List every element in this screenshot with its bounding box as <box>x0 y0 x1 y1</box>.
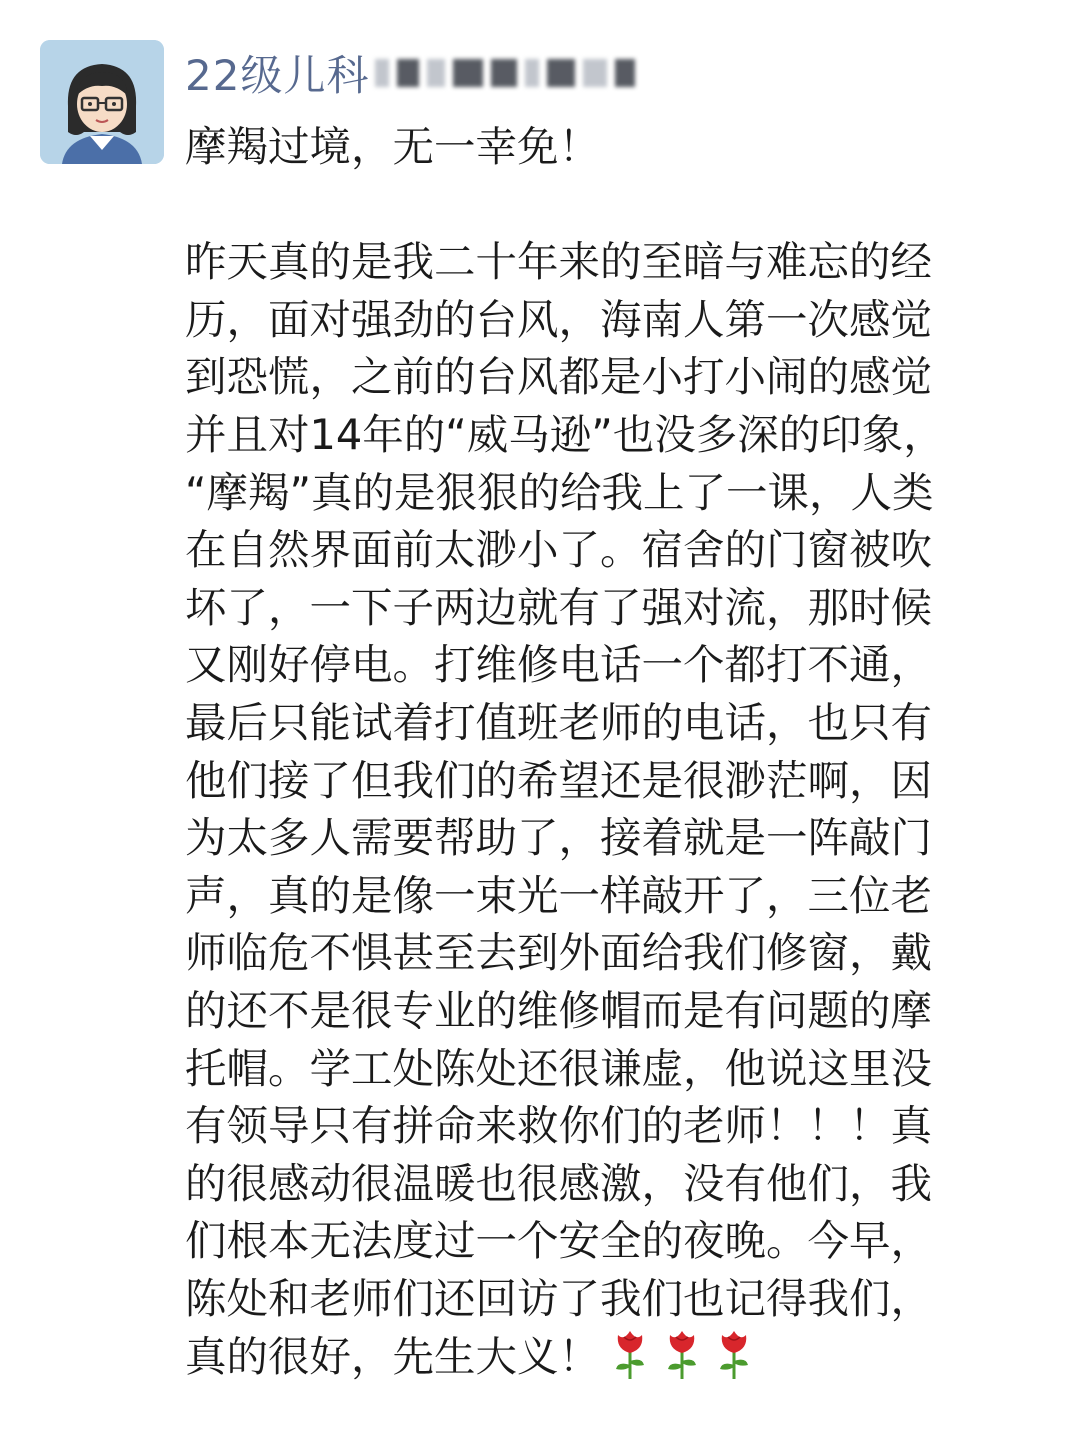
post-line: “摩羯”真的是狠狠的给我上了一课，人类 <box>185 467 934 517</box>
post-line: 到恐慌，之前的台风都是小打小闹的感觉 <box>185 352 933 402</box>
avatar-girl-icon <box>40 40 164 164</box>
post-line: 陈处和老师们还回访了我们也记得我们， <box>185 1273 933 1323</box>
post-line: 他们接了但我们的希望还是很渺茫啊，因 <box>185 755 933 805</box>
avatar[interactable] <box>40 40 164 164</box>
post-last-line-text: 真的很好，先生大义！ <box>185 1332 601 1382</box>
post-line: 昨天真的是我二十年来的至暗与难忘的经 <box>185 237 933 287</box>
rose-emoji-icon <box>608 1327 652 1381</box>
post-line: 历，面对强劲的台风，海南人第一次感觉 <box>185 294 933 344</box>
post-line: 又刚好停电。打维修电话一个都打不通， <box>185 640 933 690</box>
rose-emoji-icon <box>712 1327 756 1381</box>
post-line: 有领导只有拼命来救你们的老师！！！真 <box>185 1101 933 1151</box>
blank-line <box>185 176 1015 234</box>
post-content <box>185 118 1015 1385</box>
post-line: 的很感动很温暖也很感激，没有他们，我 <box>185 1158 933 1208</box>
post-line: 最后只能试着打值班老师的电话，也只有 <box>185 697 933 747</box>
author-row <box>185 42 643 104</box>
username[interactable]: 22级儿科 <box>185 51 370 100</box>
post-line: 在自然界面前太渺小了。宿舍的门窗被吹 <box>185 525 933 575</box>
post-headline: 摩羯过境，无一幸免！ <box>185 122 601 171</box>
post-line: 声，真的是像一束光一样敲开了，三位老 <box>185 870 933 920</box>
post-line: 为太多人需要帮助了，接着就是一阵敲门 <box>185 813 933 863</box>
obscured-name-mosaic <box>375 53 643 93</box>
post-line: 坏了，一下子两边就有了强对流，那时候 <box>185 582 933 632</box>
post-line: 的还不是很专业的维修帽而是有问题的摩 <box>185 985 933 1035</box>
post-line: 们根本无法度过一个安全的夜晚。今早， <box>185 1216 933 1266</box>
rose-emoji-icon <box>660 1327 704 1381</box>
post-last-line <box>185 1327 1015 1385</box>
post-line: 师临危不惧甚至去到外面给我们修窗，戴 <box>185 928 933 978</box>
post-line: 并且对14年的“威马逊”也没多深的印象， <box>185 409 945 459</box>
post-line: 托帽。学工处陈处还很谦虚，他说这里没 <box>185 1043 933 1093</box>
